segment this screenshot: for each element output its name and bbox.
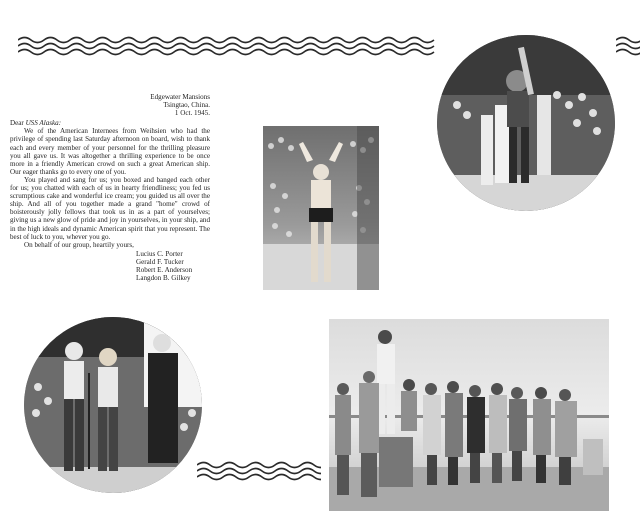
- address-line: Edgewater Mansions: [150, 93, 210, 101]
- singers-photo: [24, 317, 202, 493]
- wave-ornament-right: [616, 34, 640, 58]
- signature-list: [136, 250, 210, 282]
- performer-photo-image: [263, 126, 379, 290]
- salutation-prefix: Dear: [10, 119, 26, 128]
- address-line: Tsingtao, China.: [163, 101, 210, 110]
- boxer-photo: [437, 35, 615, 211]
- performer-photo: [263, 126, 379, 290]
- signature-name: Lucius C. Porter: [136, 249, 183, 258]
- letter-closing: On behalf of our group, heartily yours,: [24, 240, 134, 249]
- singers-photo-image: [24, 317, 202, 493]
- deck-crowd-photo: [329, 319, 609, 511]
- signature-name: Gerald F. Tucker: [136, 257, 184, 266]
- salutation: [10, 119, 210, 127]
- wave-ornament-top: [18, 34, 438, 58]
- letter-paragraph-2: You played and sang for us; you boxed and banged each other for us; you chatted with each of us in hearty friendliness; you fed us scrumptious cake and wonderful ice cream; you guided us all over the ship. And all of you together made a grand "home" crowd of boisterously jolly fellows that took us in as a part of yourselves; giving us a new glow of pride and joy in yourselves, in your ship, and in the high ideals and dynamic American spirit that you represent. The best of luck to you, whever you go.: [10, 175, 210, 241]
- letter-address-block: [10, 93, 210, 117]
- letter-paragraph-1: We of the American Internees from Weihsien who had the privilege of spending last Saturday afternoon on board, wish to thank each and every member of your personnel for the thrilling pleasure you all gave us. It was altogether a thrilling experience to be once more in a friendly American crowd on such a great American ship. Our eager thanks go to every one of you.: [10, 127, 210, 176]
- address-line: 1 Oct. 1945.: [174, 109, 210, 118]
- wave-ornament-bottom: [197, 458, 321, 484]
- signature-name: Robert E. Anderson: [136, 265, 193, 274]
- signature-name: Langdon B. Gilkey: [136, 274, 191, 283]
- salutation-ship: USS Alaska:: [25, 119, 62, 128]
- boxer-photo-image: [437, 35, 615, 211]
- thank-you-letter: [10, 93, 210, 282]
- deck-crowd-photo-image: [329, 319, 609, 511]
